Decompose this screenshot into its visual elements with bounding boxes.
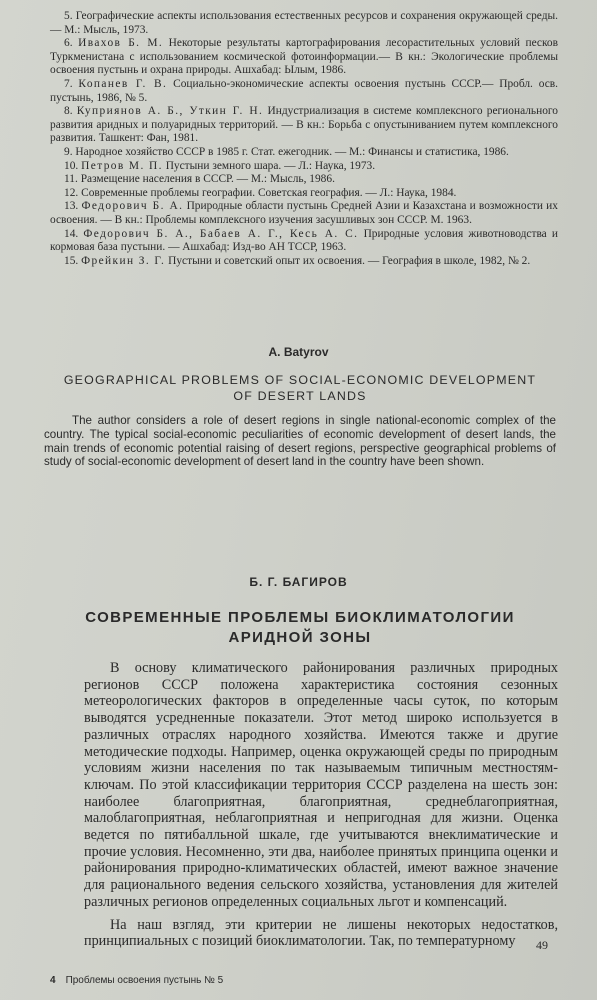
reference-item: 5. Географические аспекты использования естественных ресурсов и сохранения окружающей среды. — М.: Мысль, 1973. xyxy=(50,10,558,36)
reference-item: 13. Федорович Б. А. Природные области пустынь Средней Азии и Казахстана и возможности их освоения. — В кн.: Проблемы комплексного изучения засушливых зон СССР. М. 1963. xyxy=(50,200,558,226)
page-number: 49 xyxy=(536,938,548,952)
english-author: A. Batyrov xyxy=(268,345,329,359)
reference-item: 8. Куприянов А. Б., Уткин Г. Н. Индустриализация в системе комплексного регионального развития аридных и полуаридных территорий. — В кн.: Борьба с опустыниванием путем комплексного развития. Ташкент: Фан, 1981. xyxy=(50,105,558,145)
body-paragraph: В основу климатического районирования различных природных регионов СССР положена характеристика состояния сезонных метеорологических факторов в определенные часы суток, по которым выводятся усредненные показатели. Этот метод широко используется в различных отраслях народного хозяйства. Имеются также и другие методические подходы. Например, оценка окружающей среды по природным условиям жизни населения по так называемым типичным местностям-ключам. По этой классификации территория СССР разделена на шесть зон: наиболее благоприятная, благоприятная, среднеблагоприятная, малоблагоприятная, неблагоприятная и непригодная для жизни. Оценка ведется по пятибалльной шкале, где учитываются внеклиматические и прочие условия. Несомненно, эти два, наиболее принятых принципа оценки и районирования природно-климатических областей, имеют важное значение для рационального ведения сельского хозяйства, установления для жителей различных регионов определенных социальных льгот и компенсаций. xyxy=(84,660,558,910)
reference-item: 15. Фрейкин З. Г. Пустыни и советский опыт их освоения. — География в школе, 1982, № 2. xyxy=(64,254,531,267)
reference-item: 12. Современные проблемы географии. Советская география. — Л.: Наука, 1984. xyxy=(64,186,457,199)
journal-name: Проблемы освоения пустынь № 5 xyxy=(65,975,224,986)
signature-number: 4 xyxy=(50,975,56,986)
article-title: СОВРЕМЕННЫЕ ПРОБЛЕМЫ БИОКЛИМАТОЛОГИИ АРИДНОЙ ЗОНЫ xyxy=(85,609,515,646)
english-abstract: The author considers a role of desert regions in single national-economic complex of the country. The typical social-economic peculiarities of economic development of desert lands, the main trends of economic potential raising of desert regions, perspective geographical problems of study of social-economic development of desert land in the country have been shown. xyxy=(44,414,556,469)
reference-item: 14. Федорович Б. А., Бабаев А. Г., Кесь А. С. Природные условия животноводства и кормовая база пустыни. — Ашхабад: Изд-во АН ТССР, 1963. xyxy=(50,227,558,254)
reference-list xyxy=(50,10,558,268)
english-title: GEOGRAPHICAL PROBLEMS OF SOCIAL-ECONOMIC DEVELOPMENT OF DESERT LANDS xyxy=(63,373,537,403)
reference-item: 11. Размещение населения в СССР. — М.: Мысль, 1986. xyxy=(64,173,335,186)
reference-item: 10. Петров М. П. Пустыни земного шара. — Л.: Наука, 1973. xyxy=(64,159,376,172)
footer-signature xyxy=(50,975,223,986)
reference-item: 7. Копанев Г. В. Социально-экономические аспекты освоения пустынь СССР.— Пробл. осв. пустынь, 1986, № 5. xyxy=(50,77,558,104)
body-paragraph: На наш взгляд, эти критерии не лишены некоторых недостатков, принципиальных с позиций биоклиматологии. Так, по температурному xyxy=(84,916,558,950)
reference-item: 9. Народное хозяйство СССР в 1985 г. Стат. ежегодник. — М.: Финансы и статистика, 1986. xyxy=(64,145,509,158)
article-author: Б. Г. БАГИРОВ xyxy=(249,575,348,589)
article-body xyxy=(84,660,558,950)
reference-item: 6. Ивахов Б. М. Некоторые результаты картографирования лесорастительных условий песков Туркменистана с использованием космической фотоинформации.— В кн.: Экологические проблемы освоения пустынь и охрана природы. Ашхабад: Ылым, 1986. xyxy=(50,37,558,77)
